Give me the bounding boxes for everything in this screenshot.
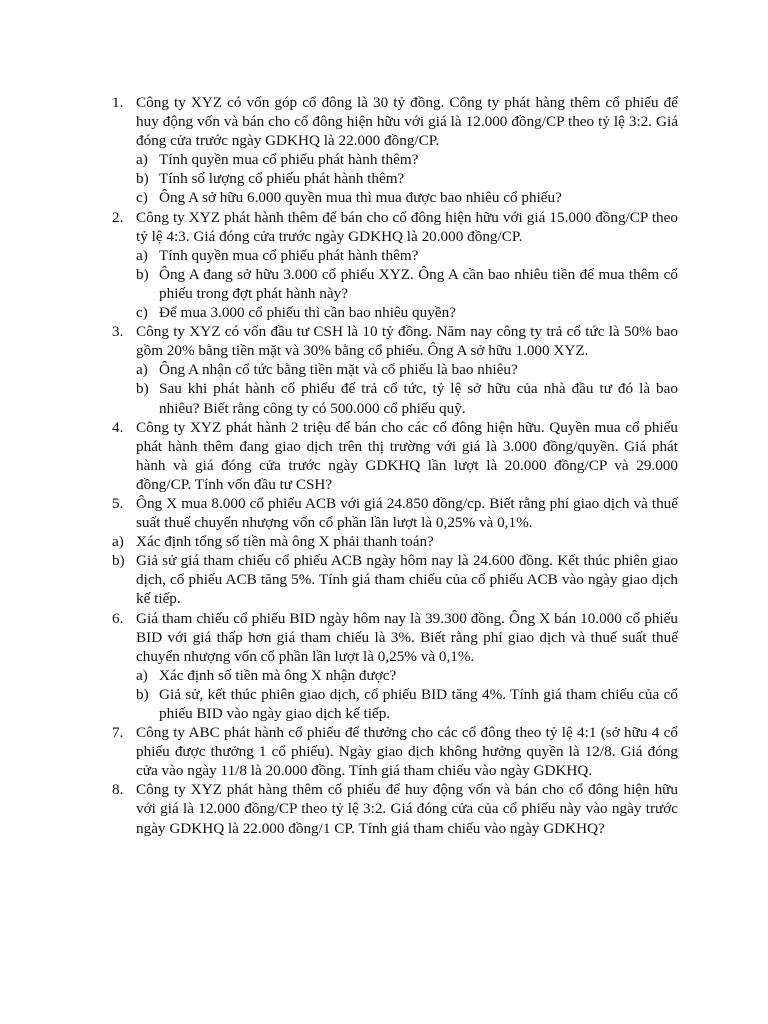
sub-text: Để mua 3.000 cổ phiếu thì cần bao nhiêu quyền? <box>159 304 456 322</box>
question-5 <box>104 494 678 532</box>
sub-letter: b) <box>136 380 149 398</box>
question-number: 2. <box>112 208 124 226</box>
sub-letter: a) <box>136 361 148 379</box>
sub-letter: a) <box>136 666 148 684</box>
question-number: 8. <box>112 781 124 799</box>
sub-letter: b) <box>136 170 149 188</box>
question-text: Giá tham chiếu cổ phiếu BID ngày hôm nay là 39.300 đồng. Ông X bán 10.000 cổ phiếu BID với giá thấp hơn giá tham chiếu là 3%. Biết rằng phí giao dịch và thuế suất thuế chuyển nhượng vốn cổ phần lần lượt là 0,25% và 0,1%. <box>136 609 678 665</box>
question-text: Ông X mua 8.000 cổ phiếu ACB với giá 24.850 đồng/cp. Biết rằng phí giao dịch và thuế suất thuế chuyển nhượng vốn cổ phần lần lượt là 0,25% và 0,1%. <box>136 494 678 532</box>
sub-letter: b) <box>136 265 149 283</box>
sub-text: Ông A sở hữu 6.000 quyền mua thì mua được bao nhiêu cổ phiếu? <box>159 189 562 207</box>
sub-letter: c) <box>136 189 148 207</box>
question-number: 1. <box>112 94 124 111</box>
sub-text: Tính quyền mua cổ phiếu phát hành thêm? <box>159 246 419 264</box>
question-text: Công ty XYZ phát hành 2 triệu để bán cho các cổ đông hiện hữu. Quyền mua cổ phiếu phát hành thêm đang giao dịch trên thị trường với giá là 3.000 đồng/quyền. Giá phát hành và giá đóng cửa trước ngày GDKHQ lần lượt là 20.000 đồng/CP và 29.000 đồng/CP. Tính vốn đầu tư CSH? <box>136 418 678 493</box>
sub-text: Sau khi phát hành cổ phiếu để trả cổ tức, tỷ lệ sở hữu của nhà đầu tư đó là bao nhiêu? Biết rằng công ty có 500.000 cổ phiếu quỹ. <box>159 380 678 417</box>
question-text: Công ty XYZ phát hành thêm để bán cho cổ đông hiện hữu với giá 15.000 đồng/CP theo tỷ lệ 4:3. Giá đóng cửa trước ngày GDKHQ là 20.000 đồng/CP. <box>136 208 678 245</box>
sub-letter: a) <box>136 151 148 169</box>
question-text: Công ty XYZ phát hàng thêm cổ phiếu để huy động vốn và bán cho cổ đông hiện hữu với giá là 12.000 đồng/CP theo tỷ lệ 3:2. Giá đóng cửa của cổ phiếu này vào ngày trước ngày GDKHQ là 22.000 đồng/1 CP. Tính giá tham chiếu vào ngày GDKHQ? <box>136 781 678 837</box>
question-4 <box>104 418 678 494</box>
sub-text: Tính quyền mua cổ phiếu phát hành thêm? <box>159 151 419 169</box>
sub-question-3b <box>104 379 678 417</box>
question-number: 3. <box>112 323 124 341</box>
sub-letter: b) <box>136 685 149 703</box>
sub-question-2a <box>104 246 678 265</box>
question-1 <box>104 93 678 150</box>
sub-question-1a <box>104 150 678 169</box>
question-number: 4. <box>112 418 124 436</box>
question-3 <box>104 322 678 360</box>
sub-text: Giả sử, kết thúc phiên giao dịch, cổ phiếu BID tăng 4%. Tính giá tham chiếu của cổ phiếu BID vào ngày giao dịch kế tiếp. <box>159 685 678 722</box>
sub-question-6b <box>104 685 678 723</box>
sub-text: Ông A đang sở hữu 3.000 cổ phiếu XYZ. Ông A cần bao nhiêu tiền để mua thêm cổ phiếu trong đợt phát hành này? <box>159 265 678 302</box>
question-number: 7. <box>112 724 124 742</box>
sub-text: Xác định số tiền mà ông X nhận được? <box>159 666 397 684</box>
sub-text: Tính số lượng cổ phiếu phát hành thêm? <box>159 170 405 188</box>
sub-text: Xác định tổng số tiền mà ông X phải thanh toán? <box>136 533 434 551</box>
question-8 <box>104 780 678 837</box>
question-text: Công ty XYZ có vốn đầu tư CSH là 10 tỷ đồng. Năm nay công ty trả cổ tức là 50% bao gồm 20% bằng tiền mặt và 30% bằng cổ phiếu. Ông A sở hữu 1.000 XYZ. <box>136 323 678 360</box>
question-text: Công ty XYZ có vốn góp cổ đông là 30 tỷ đồng. Công ty phát hàng thêm cổ phiếu để huy động vốn và bán cho cổ đông hiện hữu với giá là 12.000 đồng/CP theo tỷ lệ 3:2. Giá đóng cửa trước ngày GDKHQ là 22.000 đồng/CP. <box>136 94 678 150</box>
sub-letter: a) <box>136 246 148 264</box>
sub-letter: c) <box>136 304 148 322</box>
exercise-list <box>104 93 678 838</box>
sub-question-2c <box>104 303 678 322</box>
sub-question-3a <box>104 360 678 379</box>
sub-question-1b <box>104 169 678 188</box>
sub-question-5a <box>104 532 678 551</box>
sub-letter: b) <box>112 552 125 570</box>
question-6 <box>104 609 678 666</box>
question-number: 6. <box>112 609 124 627</box>
sub-question-5b <box>104 551 678 608</box>
question-number: 5. <box>112 494 124 512</box>
question-7 <box>104 723 678 780</box>
question-text: Công ty ABC phát hành cổ phiếu để thưởng cho các cổ đông theo tỷ lệ 4:1 (sở hữu 4 cổ phiếu được thưởng 1 cổ phiếu). Ngày giao dịch không hưởng quyền là 12/8. Giá đóng cửa vào ngày 11/8 là 20.000 đồng. Tính giá tham chiếu vào ngày GDKHQ. <box>136 724 678 780</box>
sub-text: Ông A nhận cổ tức bằng tiền mặt và cổ phiếu là bao nhiêu? <box>159 361 518 379</box>
sub-question-2b <box>104 265 678 303</box>
question-2 <box>104 208 678 246</box>
sub-question-6a <box>104 666 678 685</box>
sub-text: Giả sử giá tham chiếu cổ phiếu ACB ngày hôm nay là 24.600 đồng. Kết thúc phiên giao dịch, cổ phiếu ACB tăng 5%. Tính giá tham chiếu của cổ phiếu ACB vào ngày giao dịch kế tiếp. <box>136 552 678 608</box>
sub-letter: a) <box>112 533 124 551</box>
sub-question-1c <box>104 188 678 207</box>
